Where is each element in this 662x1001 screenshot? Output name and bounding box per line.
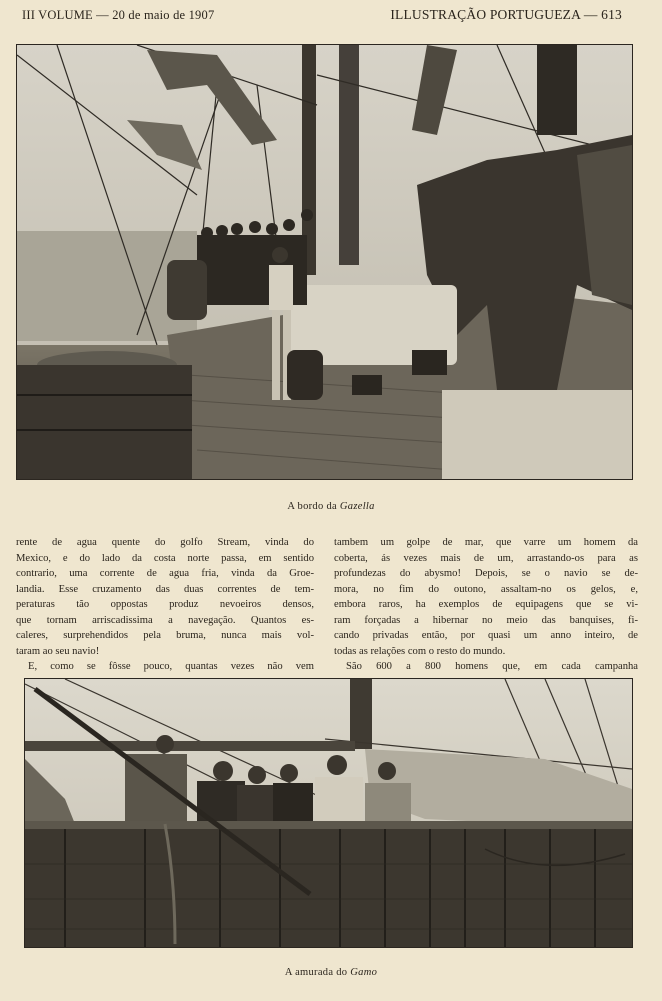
magazine-title-page-number: ILLUSTRAÇÃO PORTUGUEZA — 613 <box>390 7 622 22</box>
text-line: todas as relações com o resto do mundo. <box>334 645 506 657</box>
page-header <box>22 6 622 26</box>
photo-caption-gazella <box>0 501 662 512</box>
text-line: coberta, ás vezes mais de um, arrastando-os para as <box>334 552 638 564</box>
text-line: embora raros, ha exemplos de equipagens que se vi- <box>334 599 638 611</box>
text-line: profundezas do abysmo! Depois, se o navio se de- <box>334 568 638 580</box>
photo-caption-gamo <box>0 967 662 978</box>
text-line: peraturas tão oppostas produz nevoeiros densos, <box>16 599 314 611</box>
caption-text: A amurada do <box>284 967 348 978</box>
text-line: taram ao seu navio! <box>16 645 100 657</box>
text-line: ram forçadas a hibernar no meio das banquises, fi- <box>334 614 638 626</box>
text-line: contrario, uma corrente de agua fria, vinda da Groe- <box>16 568 314 580</box>
article-column-left <box>16 535 314 675</box>
text-line: cando privadas então, por quasi um anno inteiro, de <box>334 630 638 642</box>
text-line: rente de agua quente do golfo Stream, vinda do <box>16 537 314 548</box>
ship-name: Gazella <box>339 501 375 512</box>
bulwark-photo-illustration <box>25 679 632 947</box>
ship-name: Gamo <box>350 967 378 978</box>
article-column-right <box>334 535 638 675</box>
text-line: caleres, surprehendidos pela bruma, nunca mais vol- <box>16 630 314 642</box>
text-line: Mexico, e do lado da costa norte passa, em sentido <box>16 552 314 564</box>
caption-text: A bordo da <box>287 501 337 512</box>
volume-date: III VOLUME — 20 de maio de 1907 <box>22 8 215 22</box>
photo-gamo-bulwark <box>24 678 633 948</box>
text-line: E, como se fôsse pouco, quantas vezes não vem <box>28 661 314 673</box>
deck-photo-illustration <box>17 45 632 479</box>
text-line: mora, no fim do outono, assaltam-no os gelos, e, <box>334 583 638 595</box>
text-line: landia. Esse cruzamento das duas correntes de tem- <box>16 583 314 595</box>
text-line: São 600 a 800 homens que, em cada campanha <box>346 661 638 673</box>
text-line: tambem um golpe de mar, que varre um homem da <box>334 537 638 548</box>
photo-gazella-deck <box>16 44 633 480</box>
text-line: que tornam arriscadissima a navegação. Quantos es- <box>16 614 314 626</box>
